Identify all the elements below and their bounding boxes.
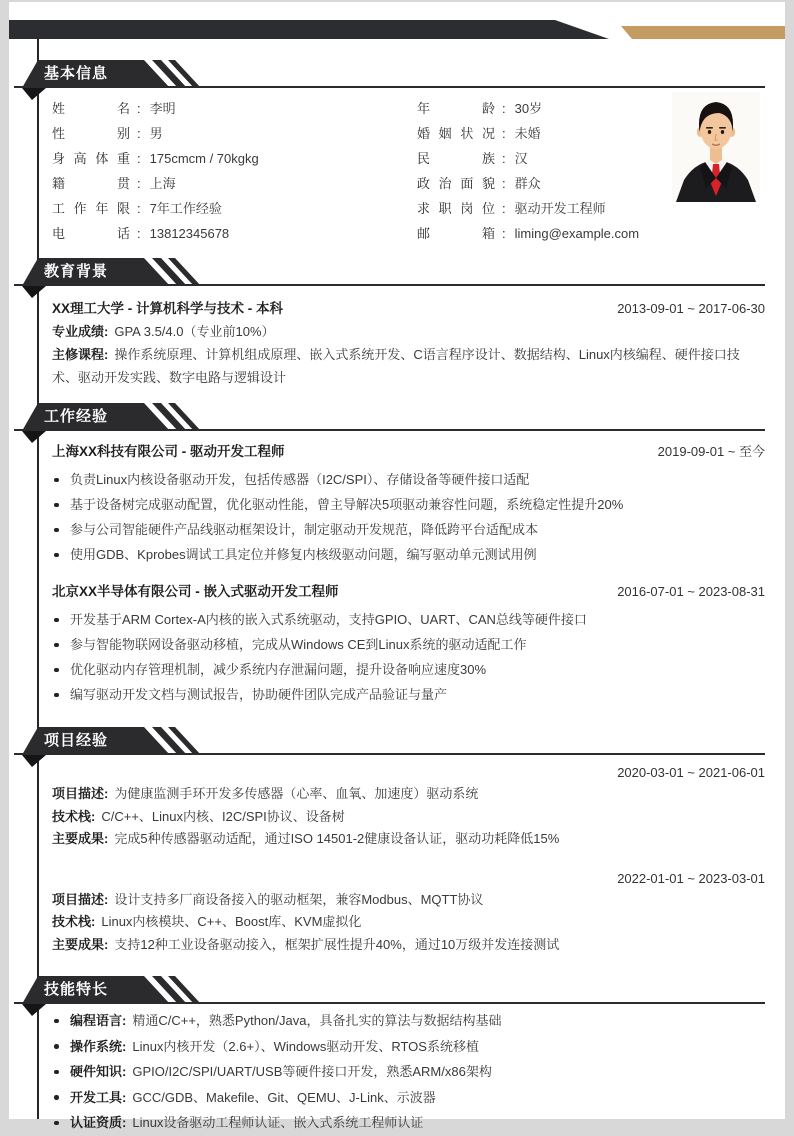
project-entry [52,869,765,957]
bullet-dot [54,693,59,698]
field-marital-status [417,121,667,146]
bullet-text: 优化驱动内存管理机制，减少系统内存泄漏问题，提升设备响应速度30% [70,662,487,677]
section-projects [9,727,785,956]
section-work-experience [9,403,785,707]
field-label: 求职岗位 [417,201,495,216]
section-title: 工作经验 [44,408,109,425]
field-gender [52,121,412,146]
bullet-dot [54,503,59,508]
project-dates: 2020-03-01 ~ 2021-06-01 [617,765,765,780]
field-value: 未婚 [514,126,541,141]
job-bullet [52,607,765,632]
section-education [9,258,785,389]
job-bullet [52,492,765,517]
bullet-dot [54,478,59,483]
bullet-text: 使用GDB、Kprobes调试工具定位并修复内核级驱动问题，编写驱动单元测试用例 [70,547,537,562]
field-value: 30岁 [514,101,543,116]
field-label: 电话 [52,226,130,241]
project-description-label: 项目描述: [52,786,109,801]
bullet-text: 参与智能物联网设备驱动移植，完成从Windows CE到Linux系统的驱动适配工作 [70,637,527,652]
bullet-text: 参与公司智能硬件产品线驱动框架设计，制定驱动开发规范，降低跨平台适配成本 [70,522,539,537]
gpa-value: GPA 3.5/4.0（专业前10%） [114,324,275,339]
project-results-text: 完成5种传感器驱动适配，通过ISO 14501-2健康设备认证，驱动功耗降低15% [114,831,560,846]
project-stack-label: 技术栈: [52,808,96,824]
job-bullet [52,632,765,657]
field-experience-years [52,196,412,221]
job-bullet [52,657,765,682]
field-label: 工作年限 [52,201,130,216]
bullet-dot [54,618,59,623]
project-dates: 2022-01-01 ~ 2023-03-01 [617,870,765,886]
project-stack-line [52,911,765,934]
skill-text: 精通C/C++，熟悉Python/Java，具备扎实的算法与数据结构基础 [132,1013,502,1028]
project-results-line [52,934,765,957]
skill-item [52,1059,765,1085]
skill-text: GPIO/I2C/SPI/UART/USB等硬件接口开发，熟悉ARM/x86架构 [132,1064,492,1079]
field-age [417,96,667,121]
field-colon: : [502,201,506,216]
projects-header [14,727,765,755]
section-title: 基本信息 [44,65,109,82]
section-skills [9,976,785,1136]
skill-text: Linux设备驱动工程师认证、嵌入式系统工程师认证 [132,1115,424,1130]
field-colon: : [137,126,141,141]
field-value: liming@example.com [514,226,640,241]
project-stack-text: C/C++、Linux内核、I2C/SPI协议、设备树 [101,808,345,824]
field-label: 年龄 [417,101,495,116]
job-bullet [52,467,765,492]
job-entry-header [52,581,765,603]
field-height-weight [52,146,412,171]
field-target-position [417,196,667,221]
skills-list [52,1008,765,1136]
field-colon: : [502,101,506,116]
project-results-line [52,828,765,851]
project-entry [52,763,765,851]
project-description-text: 设计支持多厂商设备接入的驱动框架，兼容Modbus、MQTT协议 [114,891,484,907]
project-description-line [52,783,765,806]
project-results-text: 支持12种工业设备驱动接入，框架扩展性提升40%，通过10万级并发连接测试 [114,936,560,952]
field-label: 性别 [52,126,130,141]
job-bullet-list [52,607,765,707]
field-label: 邮箱 [417,226,495,241]
field-colon: : [502,226,506,241]
bullet-dot [54,1121,59,1126]
skill-item [52,1034,765,1060]
projects-body [52,763,765,956]
basic-info-body [52,96,765,246]
field-value: 13812345678 [149,226,230,241]
skill-text: Linux内核开发（2.6+）、Windows驱动开发、RTOS系统移植 [132,1038,479,1054]
skill-item [52,1110,765,1136]
field-value: 175cmcm / 70kgkg [149,151,259,166]
field-value: 上海 [149,176,176,191]
section-title: 教育背景 [44,263,109,280]
field-label: 民族 [417,151,495,166]
field-colon: : [137,176,141,191]
bullet-dot [54,1044,59,1049]
field-colon: : [137,151,141,166]
field-phone [52,221,412,246]
field-colon: : [137,226,141,241]
bullet-text: 负责Linux内核设备驱动开发，包括传感器（I2C/SPI）、存储设备等硬件接口适配 [70,472,530,487]
courses-line [52,343,765,389]
skill-label: 硬件知识: [70,1064,127,1079]
section-title: 技能特长 [44,981,109,998]
field-label: 籍贯 [52,176,130,191]
project-stack-label: 技术栈: [52,914,96,929]
skill-label: 操作系统: [70,1038,127,1054]
field-value: 驱动开发工程师 [514,201,606,216]
education-header [14,258,765,286]
job-entry-header [52,441,765,463]
school-degree: XX理工大学 - 计算机科学与技术 - 本科 [52,301,284,316]
bullet-dot [54,1019,59,1024]
field-value: 汉 [514,151,528,166]
bullet-dot [54,553,59,558]
field-label: 政治面貌 [417,176,495,191]
skill-text: GCC/GDB、Makefile、Git、QEMU、J-Link、示波器 [132,1089,436,1105]
job-dates: 2016-07-01 ~ 2023-08-31 [617,584,765,599]
project-description-line [52,889,765,912]
basic-info-left-column [52,96,412,246]
field-colon: : [502,176,506,191]
basic-info-right-column [417,96,667,246]
top-gold-bar [621,26,785,39]
field-label: 姓名 [52,101,130,116]
field-value: 李明 [149,101,176,116]
section-title: 项目经验 [44,732,109,749]
skill-label: 认证资质: [70,1115,127,1130]
field-value: 7年工作经验 [149,201,222,216]
courses-label: 主修课程: [52,347,109,362]
project-stack-line [52,806,765,829]
skill-item [52,1085,765,1111]
bullet-dot [54,1095,59,1100]
skills-body [52,1008,765,1136]
bullet-text: 编写驱动开发文档与测试报告，协助硬件团队完成产品验证与量产 [70,687,448,702]
job-bullet [52,682,765,707]
work-body [52,441,765,707]
bullet-dot [54,668,59,673]
field-colon: : [502,126,506,141]
resume-page [9,2,785,1130]
field-hometown [52,171,412,196]
company-role: 上海XX科技有限公司 - 驱动开发工程师 [52,444,285,459]
skills-header [14,976,765,1004]
bullet-dot [54,528,59,533]
job-entry [52,441,765,567]
field-value: 男 [149,126,163,141]
field-colon: : [502,151,506,166]
project-stack-text: Linux内核模块、C++、Boost库、KVM虚拟化 [101,914,362,929]
field-email [417,221,667,246]
work-header [14,403,765,431]
field-ethnicity [417,146,667,171]
job-dates: 2019-09-01 ~ 至今 [657,444,765,459]
field-label: 身高体重 [52,151,130,166]
bullet-text: 基于设备树完成驱动配置，优化驱动性能，曾主导解决5项驱动兼容性问题，系统稳定性提升20% [70,497,624,512]
gpa-label: 专业成绩: [52,324,109,339]
skill-label: 开发工具: [70,1089,127,1105]
project-description-label: 项目描述: [52,891,109,907]
basic-info-header [14,60,765,88]
courses-value: 操作系统原理、计算机组成原理、嵌入式系统开发、C语言程序设计、数据结构、Linux内核编程、硬件接口技术、驱动开发实践、数字电路与逻辑设计 [52,347,740,385]
job-bullet-list [52,467,765,567]
project-results-label: 主要成果: [52,936,109,952]
education-body [52,298,765,389]
education-dates: 2013-09-01 ~ 2017-06-30 [617,301,765,316]
skill-item [52,1008,765,1034]
field-political-status [417,171,667,196]
job-bullet [52,517,765,542]
field-label: 婚姻状况 [417,126,495,141]
bullet-dot [54,643,59,648]
skill-label: 编程语言: [70,1013,127,1028]
job-entry [52,581,765,707]
section-basic-info [9,60,785,246]
resume-content [9,60,785,1136]
field-colon: : [137,201,141,216]
gpa-line [52,320,765,343]
education-entry-header [52,298,765,320]
job-bullet [52,542,765,567]
bullet-text: 开发基于ARM Cortex-A内核的嵌入式系统驱动，支持GPIO、UART、CAN总线等硬件接口 [70,612,587,627]
field-colon: : [137,101,141,116]
top-dark-bar [9,20,609,39]
project-results-label: 主要成果: [52,831,109,846]
field-value: 群众 [514,176,541,191]
company-role: 北京XX半导体有限公司 - 嵌入式驱动开发工程师 [52,584,339,599]
bullet-dot [54,1070,59,1075]
project-description-text: 为健康监测手环开发多传感器（心率、血氧、加速度）驱动系统 [114,786,479,801]
